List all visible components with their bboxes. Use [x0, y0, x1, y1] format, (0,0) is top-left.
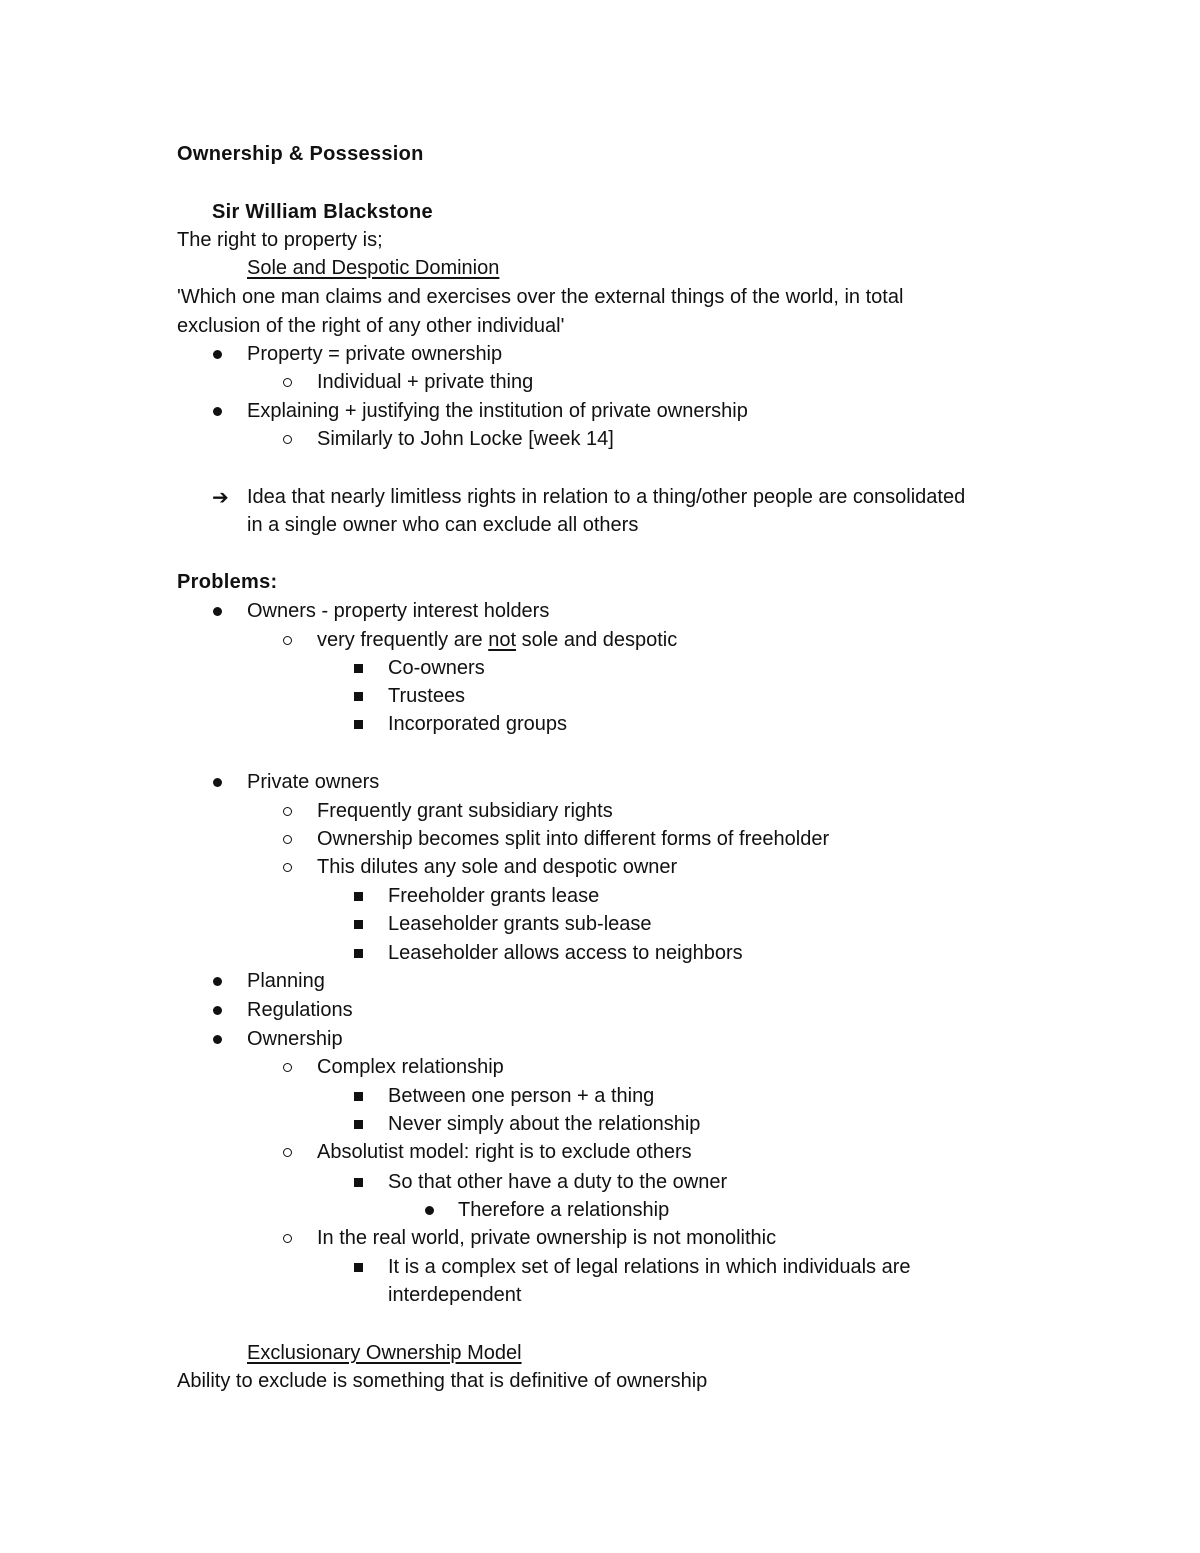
bullet-square-icon: [354, 1120, 363, 1129]
bullet-circle-icon: [283, 378, 292, 387]
list-item: It is a complex set of legal relations in which individuals are: [388, 1256, 911, 1278]
list-item: Planning: [247, 970, 325, 992]
list-item: Co-owners: [388, 657, 485, 679]
bullet-square-icon: [354, 892, 363, 901]
bullet-square-icon: [354, 664, 363, 673]
list-item: Leaseholder grants sub-lease: [388, 913, 652, 935]
list-item: Never simply about the relationship: [388, 1113, 701, 1135]
list-item: Freeholder grants lease: [388, 885, 600, 907]
list-item: Incorporated groups: [388, 713, 568, 735]
bullet-dot-icon: [213, 1006, 222, 1015]
list-item: Trustees: [388, 685, 466, 707]
list-item: Owners - property interest holders: [247, 600, 550, 622]
arrow-line-1: Idea that nearly limitless rights in relation to a thing/other people are consolidated: [247, 486, 966, 508]
problems-heading: Problems:: [177, 571, 278, 593]
exclusionary-text: Ability to exclude is something that is definitive of ownership: [177, 1370, 708, 1392]
list-item: This dilutes any sole and despotic owner: [317, 856, 678, 878]
bullet-dot-icon: [213, 350, 222, 359]
list-item: Property = private ownership: [247, 343, 503, 365]
arrow-right-icon: ➔: [212, 485, 229, 509]
intro-text: The right to property is;: [177, 229, 383, 251]
quote-line-2: exclusion of the right of any other individual': [177, 315, 565, 337]
emphasis-not: not: [488, 629, 517, 651]
bullet-circle-icon: [283, 863, 292, 872]
text-run: sole and despotic: [516, 629, 678, 651]
list-item: Complex relationship: [317, 1056, 504, 1078]
list-item: Private owners: [247, 771, 380, 793]
bullet-dot-icon: [425, 1206, 434, 1215]
bullet-dot-icon: [213, 778, 222, 787]
bullet-square-icon: [354, 720, 363, 729]
bullet-circle-icon: [283, 1063, 292, 1072]
bullet-circle-icon: [283, 435, 292, 444]
list-item: [317, 630, 677, 650]
bullet-dot-icon: [213, 607, 222, 616]
list-item: Ownership becomes split into different forms of freeholder: [317, 828, 830, 850]
list-item: Frequently grant subsidiary rights: [317, 800, 613, 822]
section-subtitle: Sir William Blackstone: [212, 201, 433, 223]
list-item: Regulations: [247, 999, 353, 1021]
bullet-square-icon: [354, 920, 363, 929]
bullet-square-icon: [354, 1263, 363, 1272]
sole-heading: Sole and Despotic Dominion: [247, 257, 500, 279]
list-item: Leaseholder allows access to neighbors: [388, 942, 743, 964]
text-run: very frequently are: [317, 629, 489, 651]
bullet-dot-icon: [213, 1035, 222, 1044]
bullet-circle-icon: [283, 1148, 292, 1157]
bullet-dot-icon: [213, 407, 222, 416]
list-item: Absolutist model: right is to exclude others: [317, 1141, 692, 1163]
bullet-square-icon: [354, 949, 363, 958]
arrow-line-2: in a single owner who can exclude all others: [247, 514, 639, 536]
list-item: Similarly to John Locke [week 14]: [317, 428, 614, 450]
bullet-square-icon: [354, 692, 363, 701]
bullet-circle-icon: [283, 1234, 292, 1243]
list-item: Explaining + justifying the institution of private ownership: [247, 400, 748, 422]
bullet-circle-icon: [283, 807, 292, 816]
bullet-circle-icon: [283, 835, 292, 844]
bullet-dot-icon: [213, 977, 222, 986]
list-item: So that other have a duty to the owner: [388, 1171, 728, 1193]
exclusionary-heading: Exclusionary Ownership Model: [247, 1342, 522, 1364]
list-item: Between one person + a thing: [388, 1085, 655, 1107]
list-item: In the real world, private ownership is not monolithic: [317, 1227, 777, 1249]
list-item: Individual + private thing: [317, 371, 534, 393]
list-item: Ownership: [247, 1028, 343, 1050]
bullet-circle-icon: [283, 636, 292, 645]
list-item-continued: interdependent: [388, 1284, 522, 1306]
bullet-square-icon: [354, 1092, 363, 1101]
page-title: Ownership & Possession: [177, 143, 424, 165]
list-item: Therefore a relationship: [458, 1199, 670, 1221]
bullet-square-icon: [354, 1178, 363, 1187]
quote-line-1: 'Which one man claims and exercises over the external things of the world, in total: [177, 286, 904, 308]
